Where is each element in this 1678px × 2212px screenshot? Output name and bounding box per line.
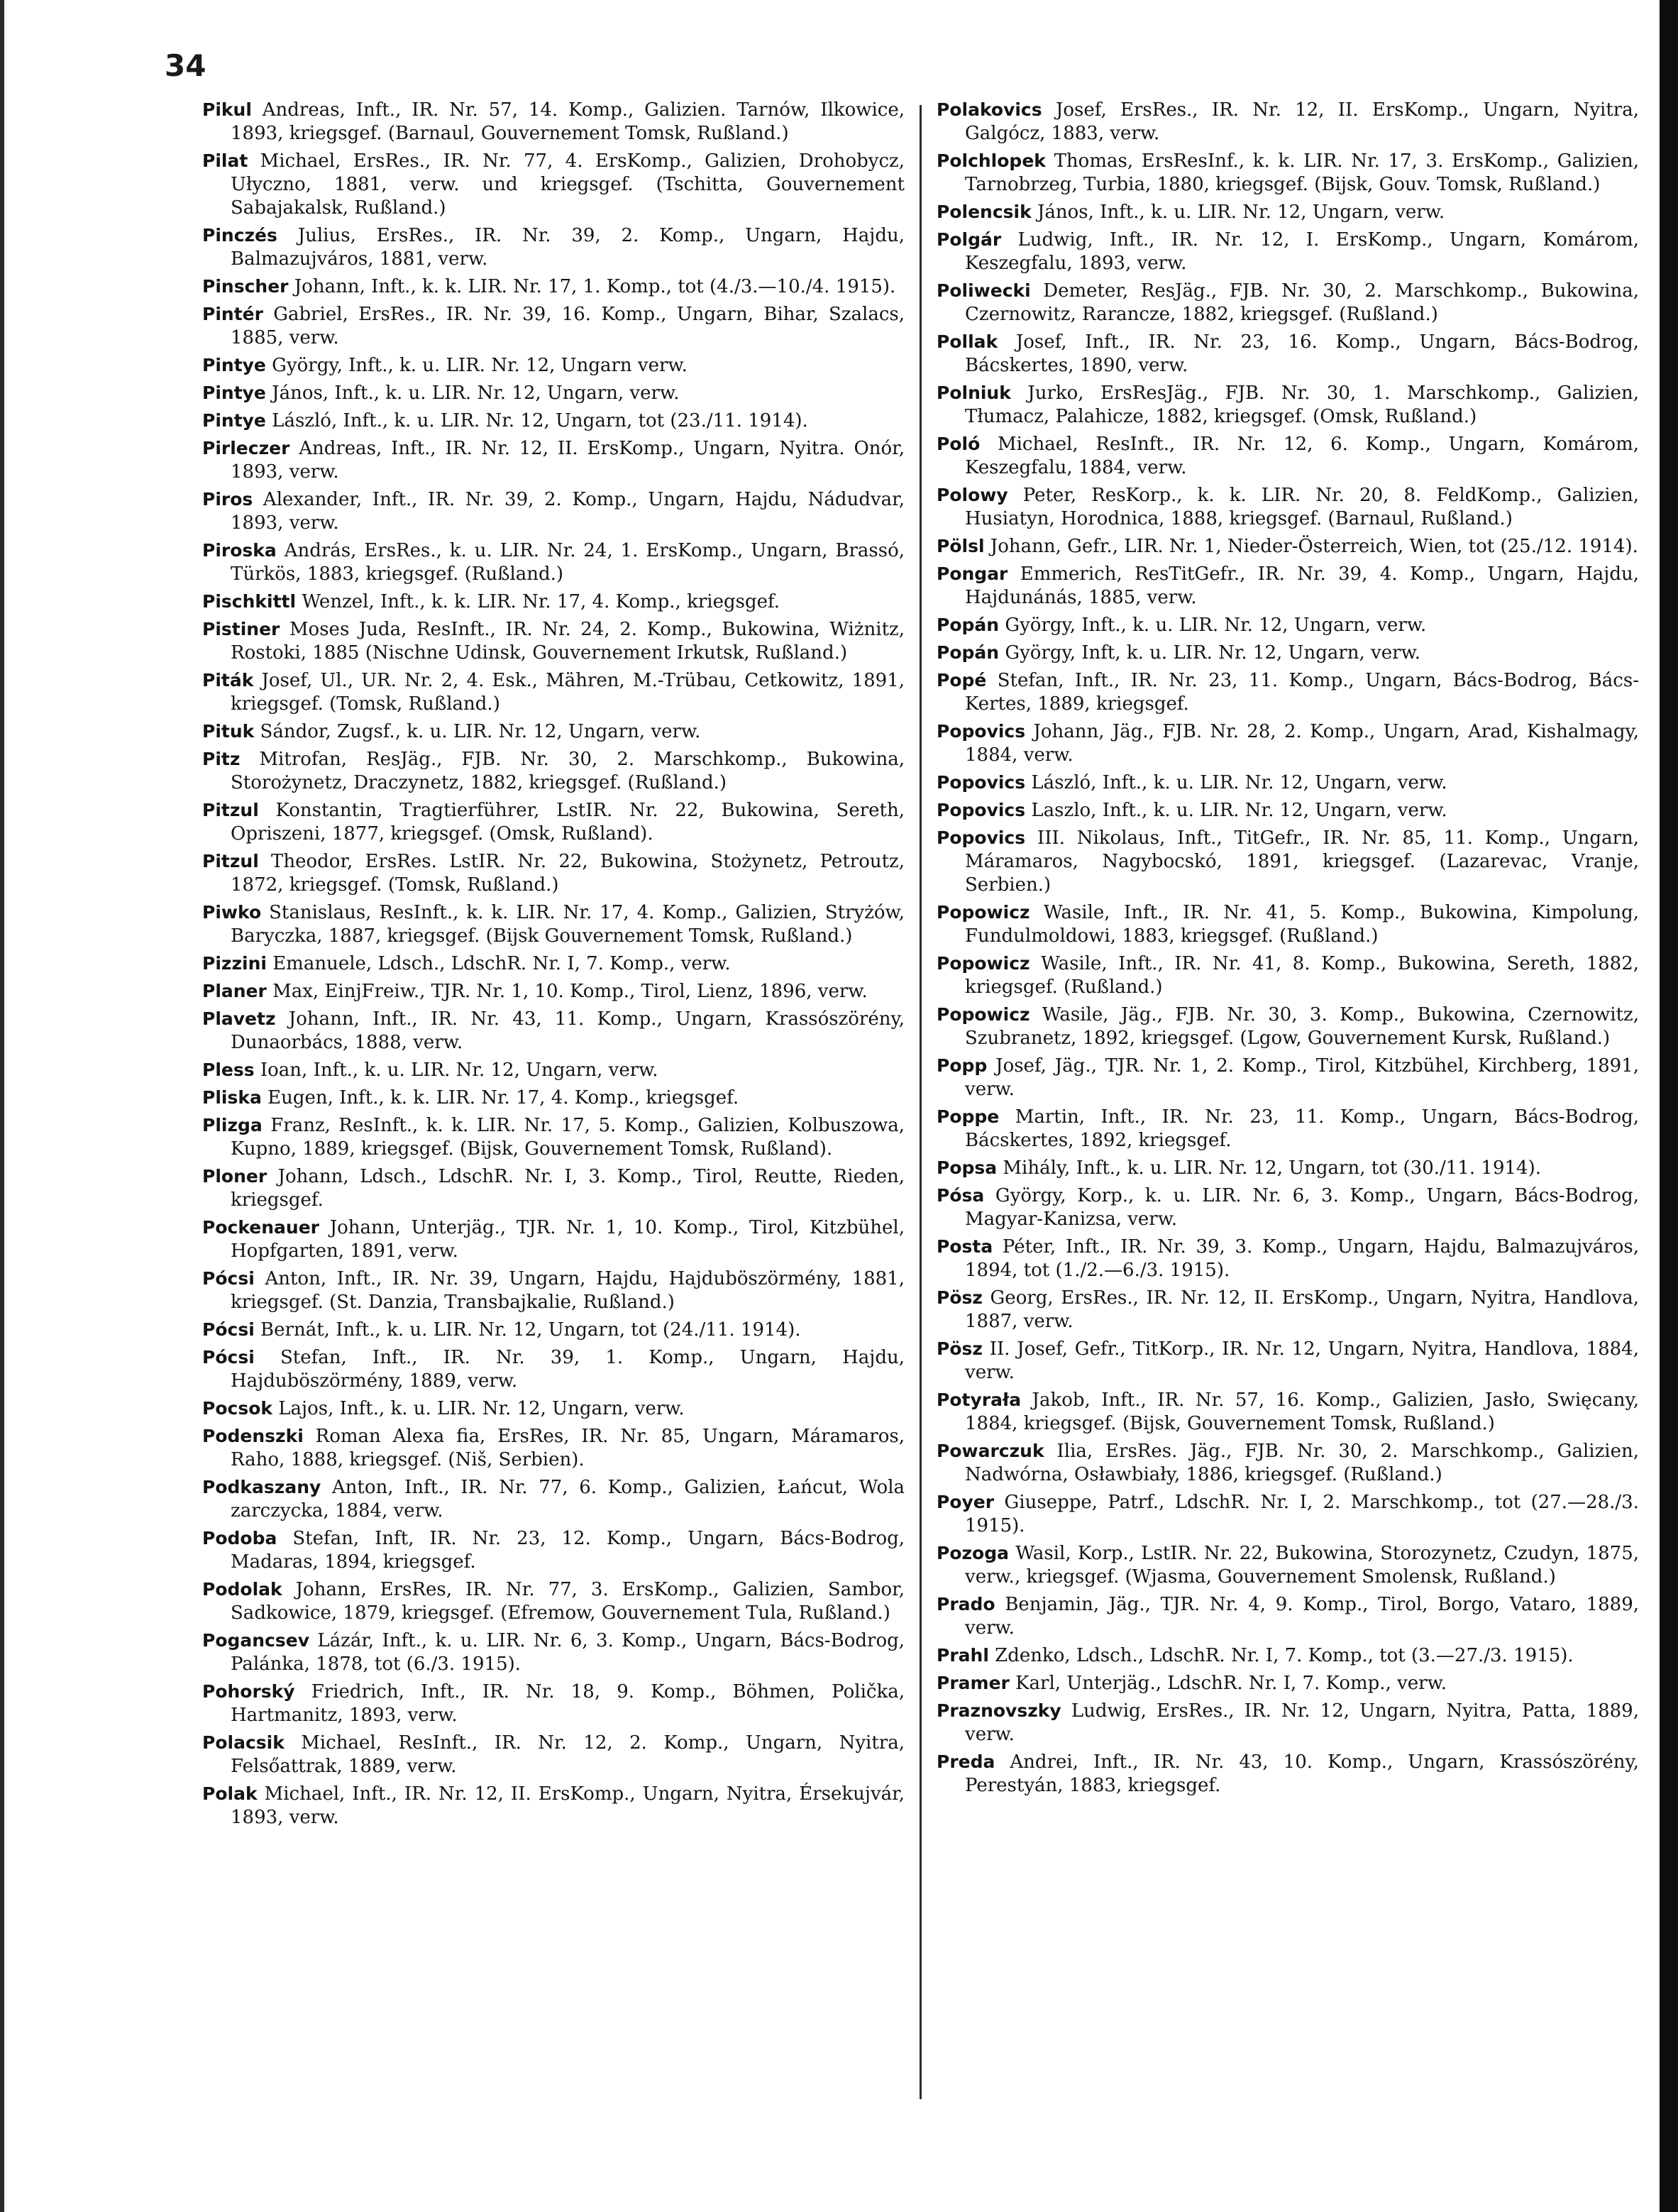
entry-details: Andrei, Inft., IR. Nr. 43, 10. Komp., Ungarn, Krassószörény, Perestyán, 1883, kriegsgef. [965,1751,1640,1796]
entry-surname: Pintye [202,410,266,431]
entry-details: Zdenko, Ldsch., LdschR. Nr. I, 7. Komp., tot (3.—27./3. 1915). [995,1645,1574,1666]
entry-surname: Popán [937,615,1000,635]
entry-details: Wasil, Korp., LstIR. Nr. 22, Bukowina, Storozynetz, Czudyn, 1875, verw., kriegsgef. (Wjasma, Gouvernement Smolensk, Rußland.) [965,1543,1640,1588]
entry-details: Karl, Unterjäg., LdschR. Nr. I, 7. Komp., verw. [1015,1673,1447,1694]
entry-details: Lajos, Inft., k. u. LIR. Nr. 12, Ungarn, verw. [278,1398,685,1419]
entry-details: János, Inft., k. u. LIR. Nr. 12, Ungarn, verw. [1037,202,1445,223]
list-entry [202,590,905,614]
list-entry [202,149,905,220]
list-entry [937,1184,1639,1231]
list-entry [202,1086,905,1110]
entry-details: Giuseppe, Patrf., LdschR. Nr. I, 2. Marschkomp., tot (27.—28./3. 1915). [965,1492,1639,1536]
entry-surname: Pituk [202,721,255,742]
list-entry [202,979,905,1003]
entry-details: György, Inft., k. u. LIR. Nr. 12, Ungarn verw. [272,355,688,376]
list-entry [937,1235,1639,1282]
entry-surname: Pless [202,1060,255,1080]
entry-details: Bernát, Inft., k. u. LIR. Nr. 12, Ungarn, tot (24./11. 1914). [260,1319,801,1341]
list-entry [937,534,1639,558]
list-entry [202,1680,905,1727]
list-entry [202,1782,905,1829]
entry-details: Wasile, Jäg., FJB. Nr. 30, 3. Komp., Bukowina, Czernowitz, Szubranetz, 1892, kriegsgef. (Lgow, Gouvernement Kursk, Rußland.) [965,1004,1639,1049]
entry-surname: Polgár [937,229,1002,250]
list-entry [202,409,905,433]
entry-details: Johann, Unterjäg., TJR. Nr. 1, 10. Komp., Tirol, Kitzbühel, Hopfgarten, 1891, verw. [231,1217,905,1262]
list-entry [202,1318,905,1342]
column-divider [920,105,922,2099]
entry-details: Ilia, ErsRes. Jäg., FJB. Nr. 30, 2. Marschkomp., Galizien, Nadwórna, Osławbiały, 1886, kriegsgef. (Rußland.) [965,1441,1639,1485]
entry-details: Emmerich, ResTitGefr., IR. Nr. 39, 4. Komp., Ungarn, Hajdu, Hajdunánás, 1885, verw. [965,563,1640,608]
entry-details: Mihály, Inft., k. u. LIR. Nr. 12, Ungarn, tot (30./11. 1914). [1003,1157,1541,1179]
entry-surname: Pócsi [202,1347,255,1368]
entry-surname: Pozoga [937,1543,1009,1563]
list-entry [937,952,1639,999]
entry-surname: Pohorský [202,1681,295,1702]
entry-surname: Podkaszany [202,1477,321,1497]
entry-surname: Pliska [202,1087,262,1108]
list-entry [202,1267,905,1314]
entry-surname: Popán [937,642,1000,663]
entry-details: Jurko, ErsResJäg., FJB. Nr. 30, 1. Marschkomp., Galizien, Tłumacz, Palahicze, 1882, kriegsgef. (Omsk, Rußland.) [965,383,1640,427]
entry-details: Jakob, Inft., IR. Nr. 57, 16. Komp., Galizien, Jasło, Swięcany, 1884, kriegsgef. (Bijsk, Gouvernement Tomsk, Rußland.) [965,1390,1640,1434]
list-entry [202,302,905,350]
entry-details: Péter, Inft., IR. Nr. 39, 3. Komp., Ungarn, Hajdu, Balmazujváros, 1894, tot (1./2.—6./3. 1915). [965,1236,1639,1281]
scan-edge-right [1660,0,1678,2212]
entry-surname: Pintye [202,383,266,403]
entry-surname: Polchlopek [937,150,1046,171]
list-entry [202,1424,905,1472]
entry-surname: Popsa [937,1157,998,1178]
list-entry [937,771,1639,795]
entry-surname: Pizzini [202,953,267,974]
entry-surname: Popowicz [937,902,1030,923]
list-entry [202,275,905,299]
entry-details: Thomas, ErsResInf., k. k. LIR. Nr. 17, 3. ErsKomp., Galizien, Tarnobrzeg, Turbia, 1880, kriegsgef. (Bijsk, Gouv. Tomsk, Rußland.) [965,150,1639,195]
list-entry [202,720,905,744]
entry-surname: Planer [202,981,267,1001]
entry-surname: Pitzul [202,800,259,820]
entry-surname: Poliwecki [937,280,1031,301]
entry-surname: Potyrała [937,1390,1022,1410]
list-entry [937,483,1639,531]
list-entry [937,798,1639,822]
entry-surname: Popovics [937,772,1026,793]
list-entry [202,952,905,976]
entry-details: Anton, Inft., IR. Nr. 39, Ungarn, Hajdu, Hajduböszörmény, 1881, kriegsgef. (St. Danzia, Transbajkalie, Rußland.) [231,1268,905,1313]
list-entry [937,562,1639,610]
entry-surname: Pirleczer [202,438,290,458]
entry-details: Stefan, Inft., IR. Nr. 39, 1. Komp., Ungarn, Hajdu, Hajduböszörmény, 1889, verw. [231,1347,905,1392]
entry-surname: Pikul [202,99,252,120]
list-entry [937,1644,1639,1668]
entry-details: Josef, Ul., UR. Nr. 2, 4. Esk., Mähren, M.-Trübau, Cetkowitz, 1891, kriegsgef. (Tomsk, Rußland.) [231,670,905,715]
entry-surname: Polencsik [937,202,1032,222]
list-entry [202,1346,905,1393]
entry-details: Georg, ErsRes., IR. Nr. 12, II. ErsKomp., Ungarn, Nyitra, Handlova, 1887, verw. [965,1287,1640,1332]
entry-details: Johann, Inft., k. k. LIR. Nr. 17, 1. Komp., tot (4./3.—10./4. 1915). [294,276,896,297]
entry-details: György, Inft, k. u. LIR. Nr. 12, Ungarn, verw. [1005,642,1421,664]
list-entry [202,98,905,145]
entry-details: III. Nikolaus, Inft., TitGefr., IR. Nr. 85, 11. Komp., Ungarn, Máramaros, Nagybocskó, 1891, kriegsgef. (Lazarevac, Vranje, Serbien.) [965,827,1640,896]
list-entry [937,1286,1639,1333]
entry-details: Johann, Jäg., FJB. Nr. 28, 2. Komp., Ungarn, Arad, Kishalmagy, 1884, verw. [965,721,1639,766]
entry-surname: Ploner [202,1166,267,1187]
list-entry [202,381,905,405]
entry-surname: Pinscher [202,276,289,297]
entry-surname: Prado [937,1594,995,1614]
entry-details: Josef, ErsRes., IR. Nr. 12, II. ErsKomp., Ungarn, Nyitra, Galgócz, 1883, verw. [965,99,1640,144]
entry-surname: Plizga [202,1115,263,1135]
entry-details: Julius, ErsRes., IR. Nr. 39, 2. Komp., Ungarn, Hajdu, Balmazujváros, 1881, verw. [231,225,905,270]
entry-details: Andreas, Inft., IR. Nr. 12, II. ErsKomp., Ungarn, Nyitra. Onór, 1893, verw. [231,438,905,483]
entry-surname: Polak [202,1783,258,1804]
entry-details: András, ErsRes., k. u. LIR. Nr. 24, 1. ErsKomp., Ungarn, Brassó, Türkös, 1883, kriegsgef. (Rußland.) [231,540,905,585]
list-entry [202,488,905,535]
entry-surname: Polacsik [202,1732,285,1753]
list-entry [202,436,905,484]
entry-surname: Pongar [937,563,1008,584]
entry-surname: Pischkittl [202,591,297,612]
entry-details: Roman Alexa fia, ErsRes, IR. Nr. 85, Ungarn, Máramaros, Raho, 1888, kriegsgef. (Niš, Serbien). [231,1426,905,1470]
entry-details: Wenzel, Inft., k. k. LIR. Nr. 17, 4. Komp., kriegsgef. [302,591,780,612]
list-entry [202,849,905,897]
list-entry [937,228,1639,275]
entry-surname: Poppe [937,1106,1000,1127]
entry-surname: Piwko [202,902,262,923]
entry-details: Max, EinjFreiw., TJR. Nr. 1, 10. Komp., Tirol, Lienz, 1896, verw. [272,981,868,1002]
entry-details: György, Inft., k. u. LIR. Nr. 12, Ungarn, verw. [1005,615,1427,636]
entry-surname: Pitzul [202,851,259,871]
entry-surname: Pócsi [202,1268,255,1289]
entry-surname: Popovics [937,827,1026,848]
entry-details: Anton, Inft., IR. Nr. 77, 6. Komp., Galizien, Łańcut, Wola zarczycka, 1884, verw. [231,1477,905,1522]
entry-surname: Pocsok [202,1398,272,1419]
list-entry [202,1731,905,1778]
list-entry [937,1388,1639,1436]
entry-details: Johann, Inft., IR. Nr. 43, 11. Komp., Ungarn, Krassószörény, Dunaorbács, 1888, verw. [231,1008,905,1053]
list-entry [937,1439,1639,1487]
entry-surname: Powarczuk [937,1441,1044,1461]
scan-edge-left [0,0,4,2212]
list-entry [937,1750,1639,1798]
list-entry [202,1216,905,1263]
list-entry [937,1003,1639,1050]
entry-details: Konstantin, Tragtierführer, LstIR. Nr. 22, Bukowina, Sereth, Opriszeni, 1877, kriegsgef. (Omsk, Rußland). [231,800,905,844]
list-entry [202,1629,905,1676]
entry-details: Moses Juda, ResInft., IR. Nr. 24, 2. Komp., Bukowina, Wiżnitz, Rostoki, 1885 (Nischne Udinsk, Gouvernement Irkutsk, Rußland.) [231,619,905,664]
list-entry [937,200,1639,224]
entry-details: Stefan, Inft., IR. Nr. 23, 11. Komp., Ungarn, Bács-Bodrog, Bács-Kertes, 1889, kriegsgef. [965,670,1639,715]
entry-surname: Preda [937,1751,995,1772]
list-entry [202,224,905,271]
entry-details: Stefan, Inft, IR. Nr. 23, 12. Komp., Ungarn, Bács-Bodrog, Madaras, 1894, kriegsgef. [231,1528,905,1573]
entry-surname: Posta [937,1236,993,1257]
entry-surname: Polakovics [937,99,1042,120]
entry-surname: Popovics [937,721,1026,742]
entry-surname: Popowicz [937,1004,1030,1025]
list-entry [937,1671,1639,1695]
entry-surname: Pölsl [937,536,985,556]
list-entry [937,668,1639,716]
list-entry [937,330,1639,378]
entry-details: Demeter, ResJäg., FJB. Nr. 30, 2. Marschkomp., Bukowina, Czernowitz, Rarancze, 1882, kriegsgef. (Rußland.) [965,280,1639,325]
entry-details: Benjamin, Jäg., TJR. Nr. 4, 9. Komp., Tirol, Borgo, Vataro, 1889, verw. [965,1594,1639,1639]
entry-details: Michael, Inft., IR. Nr. 12, II. ErsKomp., Ungarn, Nyitra, Érsekujvár, 1893, verw. [231,1783,905,1828]
entry-surname: Poló [937,434,981,454]
list-entry [202,1526,905,1574]
entry-surname: Popé [937,670,987,690]
entry-details: László, Inft., k. u. LIR. Nr. 12, Ungarn, verw. [1031,772,1447,793]
list-entry [937,826,1639,897]
entry-surname: Pintye [202,355,266,375]
list-entry [937,432,1639,480]
list-entry [202,617,905,665]
entry-details: János, Inft., k. u. LIR. Nr. 12, Ungarn, verw. [272,383,680,404]
entry-surname: Piták [202,670,254,690]
entry-details: Wasile, Inft., IR. Nr. 41, 5. Komp., Bukowina, Kimpolung, Fundulmoldowi, 1883, kriegsgef. (Rußland.) [965,902,1639,947]
entry-surname: Pócsi [202,1319,255,1340]
entry-surname: Podenszki [202,1426,304,1446]
list-entry [937,98,1639,145]
list-entry [937,279,1639,326]
list-entry [937,1105,1639,1152]
entry-surname: Pösz [937,1287,983,1308]
list-entry [202,1007,905,1055]
entry-details: Michael, ResInft., IR. Nr. 12, 2. Komp., Ungarn, Nyitra, Felsőattrak, 1889, verw. [231,1732,905,1777]
entry-surname: Pistiner [202,619,280,639]
entry-details: Josef, Jäg., TJR. Nr. 1, 2. Komp., Tirol, Kitzbühel, Kirchberg, 1891, verw. [965,1055,1639,1100]
list-entry [202,1578,905,1625]
entry-details: II. Josef, Gefr., TitKorp., IR. Nr. 12, Ungarn, Nyitra, Handlova, 1884, verw. [965,1338,1639,1383]
entry-surname: Praznovszky [937,1700,1061,1721]
entry-surname: Poyer [937,1492,995,1512]
list-entry [937,381,1639,429]
entry-surname: Piroska [202,540,277,561]
entry-surname: Pockenauer [202,1217,319,1238]
entry-details: Martin, Inft., IR. Nr. 23, 11. Komp., Ungarn, Bács-Bodrog, Bácskertes, 1892, kriegsgef. [965,1106,1640,1151]
entry-details: Ioan, Inft., k. u. LIR. Nr. 12, Ungarn, verw. [260,1060,658,1081]
entry-details: Michael, ErsRes., IR. Nr. 77, 4. ErsKomp., Galizien, Drohobycz, Ułyczno, 1881, verw. und kriegsgef. (Tschitta, Gouvernement Sabajakalsk, Rußland.) [231,150,905,219]
entry-details: Johann, ErsRes, IR. Nr. 77, 3. ErsKomp., Galizien, Sambor, Sadkowice, 1879, kriegsgef. (Efremow, Gouvernement Tula, Rußland.) [231,1579,905,1624]
entry-details: György, Korp., k. u. LIR. Nr. 6, 3. Komp., Ungarn, Bács-Bodrog, Magyar-Kanizsa, verw. [965,1185,1639,1230]
entry-details: Stanislaus, ResInft., k. k. LIR. Nr. 17, 4. Komp., Galizien, Stryżów, Baryczka, 1887, kriegsgef. (Bijsk Gouvernement Tomsk, Rußland.) [231,902,905,947]
list-entry [202,747,905,795]
entry-surname: Pogancsev [202,1630,310,1651]
entry-details: Johann, Gefr., LIR. Nr. 1, Nieder-Österreich, Wien, tot (25./12. 1914). [990,536,1638,557]
entry-details: Josef, Inft., IR. Nr. 23, 16. Komp., Ungarn, Bács-Bodrog, Bácskertes, 1890, verw. [965,331,1639,376]
list-entry [202,1475,905,1523]
entry-details: Lázár, Inft., k. u. LIR. Nr. 6, 3. Komp., Ungarn, Bács-Bodrog, Palánka, 1878, tot (6./3. 1915). [231,1630,905,1675]
list-entry [202,798,905,846]
entry-surname: Pintér [202,304,263,324]
list-entry [202,353,905,378]
list-entry [202,1165,905,1212]
list-entry [937,1592,1639,1640]
entry-details: Michael, ResInft., IR. Nr. 12, 6. Komp., Ungarn, Komárom, Keszegfalu, 1884, verw. [965,434,1639,478]
entry-surname: Plavetz [202,1008,276,1029]
entry-surname: Pösz [937,1338,983,1359]
list-entry [937,1156,1639,1180]
entry-surname: Pinczés [202,225,277,246]
list-entry [937,613,1639,637]
list-entry [202,1397,905,1421]
entry-details: Emanuele, Ldsch., LdschR. Nr. I, 7. Komp., verw. [272,953,731,974]
entry-details: Mitrofan, ResJäg., FJB. Nr. 30, 2. Marschkomp., Bukowina, Storożynetz, Draczynetz, 1882, kriegsgef. (Rußland.) [231,749,905,793]
entry-surname: Popp [937,1055,988,1076]
entry-details: Sándor, Zugsf., k. u. LIR. Nr. 12, Ungarn, verw. [260,721,701,742]
list-entry [937,1054,1639,1101]
entry-details: Friedrich, Inft., IR. Nr. 18, 9. Komp., Böhmen, Polička, Hartmanitz, 1893, verw. [231,1681,905,1726]
list-entry [937,1337,1639,1385]
entry-surname: Pramer [937,1673,1010,1693]
entry-surname: Pitz [202,749,241,769]
list-entry [202,668,905,716]
list-entry [937,1490,1639,1538]
entry-surname: Polniuk [937,383,1011,403]
left-column [202,98,905,1833]
right-column [937,98,1639,1801]
entry-details: Andreas, Inft., IR. Nr. 57, 14. Komp., Galizien. Tarnów, Ilkowice, 1893, kriegsgef. (Barnaul, Gouvernement Tomsk, Rußland.) [231,99,905,144]
entry-surname: Prahl [937,1645,989,1666]
entry-details: Eugen, Inft., k. k. LIR. Nr. 17, 4. Komp., kriegsgef. [267,1087,739,1108]
entry-details: Ludwig, ErsRes., IR. Nr. 12, Ungarn, Nyitra, Patta, 1889, verw. [965,1700,1639,1745]
entry-details: Gabriel, ErsRes., IR. Nr. 39, 16. Komp., Ungarn, Bihar, Szalacs, 1885, verw. [231,304,905,348]
entry-details: Peter, ResKorp., k. k. LIR. Nr. 20, 8. FeldKomp., Galizien, Husiatyn, Horodnica, 1888, kriegsgef. (Barnaul, Rußland.) [965,485,1639,529]
list-entry [937,1699,1639,1746]
list-entry [202,901,905,948]
entry-details: Ludwig, Inft., IR. Nr. 12, I. ErsKomp., Ungarn, Komárom, Keszegfalu, 1893, verw. [965,229,1639,274]
entry-details: Laszlo, Inft., k. u. LIR. Nr. 12, Ungarn, verw. [1031,800,1447,821]
entry-details: Franz, ResInft., k. k. LIR. Nr. 17, 5. Komp., Galizien, Kolbuszowa, Kupno, 1889, kriegsgef. (Bijsk, Gouvernement Tomsk, Rußland). [231,1115,905,1160]
entry-details: Alexander, Inft., IR. Nr. 39, 2. Komp., Ungarn, Hajdu, Nádudvar, 1893, verw. [231,489,905,534]
entry-surname: Pilat [202,150,248,171]
entry-surname: Pollak [937,331,998,352]
list-entry [937,149,1639,197]
entry-surname: Podoba [202,1528,277,1548]
entry-surname: Podolak [202,1579,282,1600]
list-entry [202,1058,905,1082]
entry-surname: Pósa [937,1185,985,1206]
list-entry [937,901,1639,948]
entry-details: Johann, Ldsch., LdschR. Nr. I, 3. Komp., Tirol, Reutte, Rieden, kriegsgef. [231,1166,905,1211]
entry-surname: Piros [202,489,253,510]
entry-surname: Popovics [937,800,1026,820]
page-number: 34 [165,48,206,83]
list-entry [202,539,905,586]
entry-surname: Polowy [937,485,1008,505]
list-entry [937,641,1639,665]
list-entry [202,1113,905,1161]
entry-details: Wasile, Inft., IR. Nr. 41, 8. Komp., Bukowina, Sereth, 1882, kriegsgef. (Rußland.) [965,953,1639,998]
entry-details: Theodor, ErsRes. LstIR. Nr. 22, Bukowina, Stożynetz, Petroutz, 1872, kriegsgef. (Tomsk, Rußland.) [231,851,905,896]
list-entry [937,1541,1639,1589]
entry-surname: Popowicz [937,953,1030,974]
list-entry [937,720,1639,767]
entry-details: László, Inft., k. u. LIR. Nr. 12, Ungarn, tot (23./11. 1914). [272,410,808,431]
